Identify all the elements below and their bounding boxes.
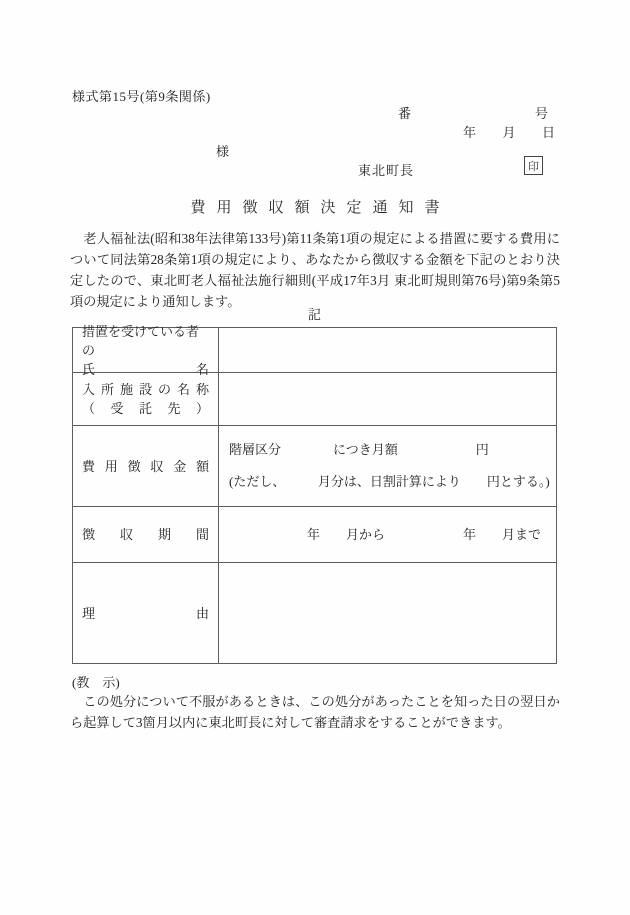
- document-title: 費用徴収額決定通知書: [190, 200, 451, 216]
- table-row-collection-period: [73, 507, 556, 563]
- table-row-fee-amount: [73, 426, 556, 507]
- row-label-line: 入所施設の名称: [82, 382, 209, 397]
- row-label-line: 費用徴収金額: [82, 458, 209, 474]
- row-label-line: 理由: [82, 605, 209, 621]
- fee-amount-line: 階層区分 につき月額 円: [229, 442, 489, 457]
- form-number: 様式第15号(第9条関係): [72, 89, 211, 104]
- sender-name: 東北町長: [358, 163, 415, 178]
- row-value-facility-name: [219, 373, 556, 425]
- body-paragraph: 老人福祉法(昭和38年法律第133号)第11条第1項の規定による措置に要する費用について同法第28条第1項の規定により、あなたから徴収する金額を下記のとおり決定したので、東北町老人福祉法施行細則(平成17年3月 東北町規則第76号)第9条第5項の規定により通知します。: [70, 231, 560, 309]
- row-value-collection-period: [219, 507, 556, 562]
- table-row-reason: [73, 563, 556, 663]
- row-label-line: 徴収期間: [82, 527, 209, 542]
- table-row-facility-name: [73, 373, 556, 426]
- collection-period-line: 年 月から 年 月まで: [229, 527, 542, 542]
- table-row-person-name: [73, 323, 556, 377]
- doc-number-label: 番: [398, 106, 412, 121]
- date-year-label: 年: [463, 125, 477, 140]
- notice-body: この処分について不服があるときは、この処分があったことを知った日の翌日から起算して3箇月以内に東北町長に対して審査請求をすることができます。: [70, 694, 560, 730]
- document-number-line: [398, 103, 548, 122]
- doc-number-unit: 号: [534, 106, 548, 121]
- date-line: [463, 122, 555, 141]
- notice-heading: (教 示): [72, 675, 120, 690]
- record-marker: 記: [307, 307, 322, 322]
- row-label-facility-name: [73, 373, 219, 425]
- row-label-person-name: [73, 323, 219, 377]
- row-label-fee-amount: [73, 426, 219, 506]
- fee-amount-proviso-line: (ただし、 月分は、日割計算により 円とする。): [229, 474, 550, 489]
- seal-stamp-box: 印: [524, 156, 543, 175]
- row-label-line: 氏名: [82, 361, 209, 377]
- row-label-line: （受託先）: [82, 401, 209, 416]
- date-month-label: 月: [502, 125, 516, 140]
- row-value-reason: [219, 563, 556, 663]
- row-label-collection-period: [73, 507, 219, 562]
- row-label-reason: [73, 563, 219, 663]
- row-value-fee-amount: [219, 426, 560, 506]
- date-day-label: 日: [541, 125, 555, 140]
- row-value-person-name: [219, 328, 556, 372]
- notification-table: [72, 323, 557, 664]
- addressee-honorific: 様: [216, 144, 230, 159]
- row-label-line: 措置を受けている者の: [82, 323, 200, 358]
